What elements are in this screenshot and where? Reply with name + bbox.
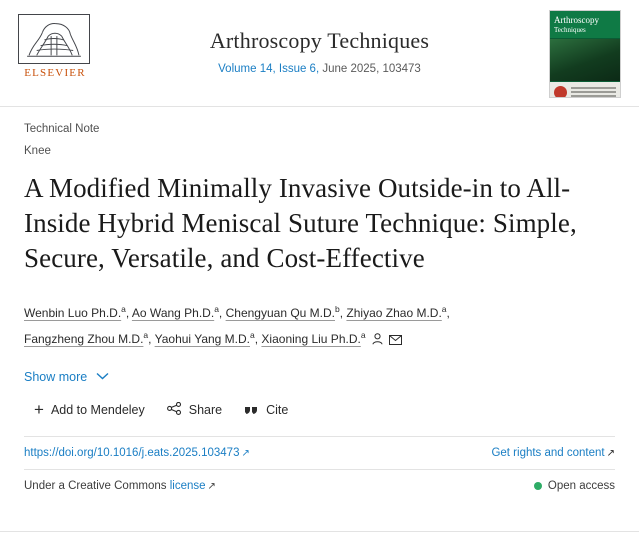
author-item[interactable]: Xiaoning Liu Ph.D. (261, 332, 361, 346)
author-separator: , (218, 306, 223, 320)
author-affiliation-marker[interactable]: a (214, 304, 219, 314)
page-bottom-divider (0, 531, 639, 532)
add-to-mendeley-button[interactable] (34, 400, 145, 419)
cover-title (550, 11, 620, 38)
author-item[interactable]: Yaohui Yang M.D. (154, 332, 250, 346)
add-to-mendeley-label: Add to Mendeley (50, 403, 145, 417)
author-affiliation-marker[interactable]: a (143, 330, 149, 340)
journal-cover-thumbnail[interactable] (549, 10, 621, 98)
author-item[interactable]: Zhiyao Zhao M.D. (346, 306, 442, 320)
cover-image (550, 38, 620, 82)
get-rights-link[interactable] (491, 447, 615, 459)
article-actions (34, 402, 615, 418)
article-content (0, 107, 639, 492)
plus-icon: + (34, 400, 44, 419)
author-affiliation-marker[interactable]: b (335, 304, 340, 314)
doi-text: https://doi.org/10.1016/j.eats.2025.103473 (24, 447, 240, 459)
author-affiliation-marker[interactable]: a (360, 330, 366, 340)
journal-header (0, 0, 639, 107)
cover-badge-icon (554, 86, 567, 98)
open-access-badge (534, 480, 615, 492)
author-separator: , (446, 306, 450, 320)
article-section: Knee (24, 145, 51, 157)
share-button[interactable] (167, 402, 222, 418)
issue-rest: June 2025, 103473 (319, 63, 421, 75)
page-title: A Modified Minimally Invasive Outside-in to All-Inside Hybrid Meniscal Suture Technique: Simple, Secure, Versatile, and Cost-Effective (24, 173, 577, 273)
elsevier-wordmark: ELSEVIER (24, 67, 86, 79)
cover-footer (550, 82, 620, 98)
author-affiliation-marker[interactable]: a (250, 330, 255, 340)
author-item[interactable]: Ao Wang Ph.D. (131, 306, 215, 320)
quote-icon (244, 403, 259, 418)
chevron-down-icon (96, 369, 109, 383)
envelope-icon[interactable] (389, 330, 402, 352)
license-prefix: Under a Creative Commons (24, 480, 170, 492)
cover-footer-lines (571, 87, 616, 98)
person-icon[interactable] (372, 330, 383, 352)
license-link[interactable]: license (169, 480, 206, 492)
article-type: Technical Note (24, 123, 100, 135)
journal-title[interactable]: Arthroscopy Techniques (209, 28, 430, 53)
cover-title-line1: Arthroscopy (554, 15, 599, 25)
cover-title-line2: Techniques (554, 26, 586, 34)
author-separator: , (125, 306, 130, 320)
author-item[interactable]: Fangzheng Zhou M.D. (24, 332, 144, 346)
license-statement (24, 480, 216, 492)
author-item[interactable]: Chengyuan Qu M.D. (225, 306, 335, 320)
cite-button[interactable] (244, 403, 288, 418)
share-icon (167, 402, 182, 418)
get-rights-text: Get rights and content (491, 447, 605, 459)
doi-rights-row (24, 436, 615, 459)
author-affiliation-marker[interactable]: a (441, 304, 447, 314)
author-item[interactable]: Wenbin Luo Ph.D. (24, 306, 122, 320)
author-separator: , (339, 306, 344, 320)
external-link-icon: ↗ (606, 448, 615, 459)
license-row (24, 469, 615, 492)
issue-link[interactable]: Volume 14, Issue 6, (218, 63, 320, 75)
show-more-label: Show more (24, 370, 88, 384)
open-access-dot-icon (534, 482, 542, 490)
external-link-icon: ↗ (241, 448, 250, 459)
external-link-icon: ↗ (207, 481, 216, 492)
cite-label: Cite (266, 403, 289, 417)
share-label: Share (188, 403, 223, 417)
doi-link[interactable] (24, 447, 250, 459)
issue-line (0, 63, 639, 75)
author-affiliation-marker[interactable]: a (121, 304, 126, 314)
show-more-button[interactable] (24, 369, 109, 384)
author-list (24, 298, 615, 352)
author-separator: , (254, 332, 259, 346)
open-access-label: Open access (547, 480, 615, 492)
author-separator: , (148, 332, 152, 346)
journal-info (0, 28, 639, 75)
